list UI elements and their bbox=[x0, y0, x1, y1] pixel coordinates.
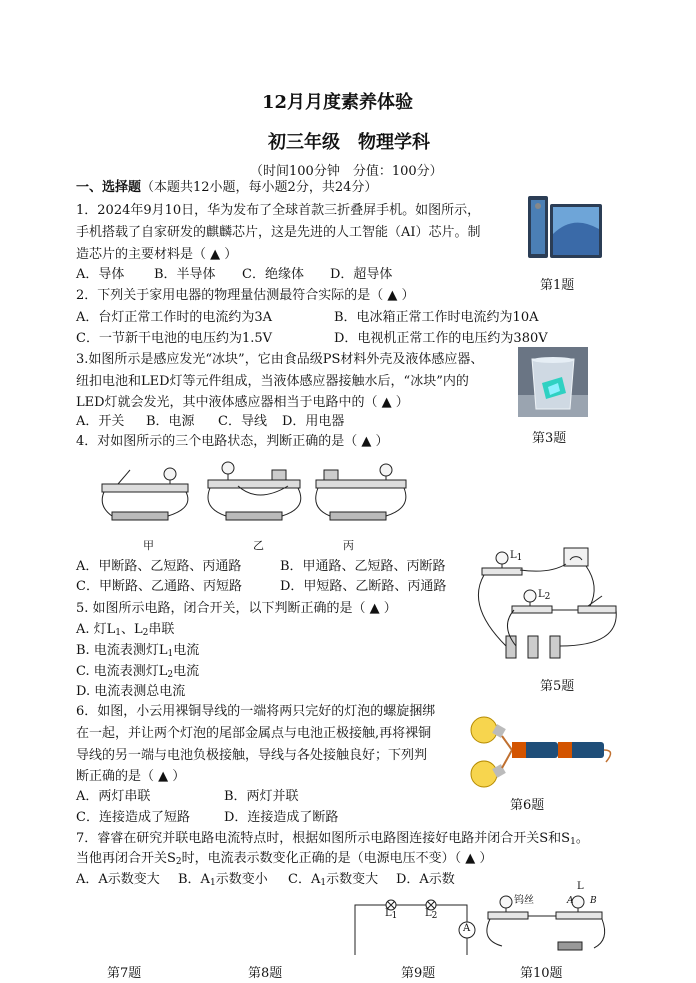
q7-option-b-sub: 1 bbox=[209, 878, 216, 888]
q1-line1: 1．2024年9月10日，华为发布了全球首款三折叠屏手机。如图所示， bbox=[76, 203, 481, 218]
q2-option-d: D．电视机正常工作的电压约为380V bbox=[334, 331, 548, 346]
q5-option-c-sub: 2 bbox=[167, 670, 174, 680]
q7-option-a: A．A示数变大 bbox=[76, 872, 160, 887]
q6-option-a: A．两灯串联 bbox=[76, 789, 151, 804]
q3-option-a: A．开关 bbox=[76, 414, 125, 429]
q1-option-c: C．绝缘体 bbox=[242, 267, 304, 282]
fig9-schematic bbox=[355, 893, 475, 957]
q5-caption: 第5题 bbox=[540, 679, 575, 694]
q5-circuit-figure bbox=[470, 546, 620, 668]
fig9-l2-sub: 2 bbox=[431, 911, 438, 921]
q6-row1 bbox=[76, 787, 299, 806]
q1-option-d: D．超导体 bbox=[330, 267, 393, 282]
q3-option-c: C．导线 bbox=[218, 414, 267, 429]
q7-option-b-pre: B．A bbox=[178, 872, 210, 887]
q7-option-b-post: 示数变小 bbox=[215, 872, 268, 887]
page-title: 12月月度素养体验 bbox=[262, 92, 414, 113]
q5-fig-l2-text: L bbox=[538, 589, 545, 600]
q7-options bbox=[76, 870, 455, 893]
fig9-label-l2 bbox=[425, 908, 437, 921]
q5-fig-l2-sub: 2 bbox=[544, 592, 551, 602]
q1-option-b: B．半导体 bbox=[154, 267, 216, 282]
q5-option-b bbox=[76, 641, 199, 664]
caption-fig9: 第9题 bbox=[401, 966, 436, 981]
three-circuits-figure bbox=[98, 456, 410, 528]
q7-line2-post: 时，电流表示数变化正确的是（电源电压不变）（ ▲ ） bbox=[181, 851, 493, 866]
q6-caption: 第6题 bbox=[510, 798, 545, 813]
q2-row1 bbox=[76, 308, 538, 327]
q3-options bbox=[76, 412, 344, 431]
q3-line1: 3.如图所示是感应发光“冰块”，它由食品级PS材料外壳及液体感应器、 bbox=[76, 352, 484, 367]
q5-fig-label-l2 bbox=[538, 589, 550, 602]
q4-line1: 4．对如图所示的三个电路状态，判断正确的是（ ▲ ） bbox=[76, 434, 389, 449]
q1-line3: 造芯片的主要材料是（ ▲ ） bbox=[76, 247, 238, 262]
q4-option-d: D．甲短路、乙断路、丙通路 bbox=[280, 579, 447, 594]
q7-option-c bbox=[288, 870, 396, 893]
q5-fig-l1-text: L bbox=[510, 550, 517, 561]
q5-option-a-sub2: 2 bbox=[142, 628, 149, 638]
q5-line1: 5. 如图所示电路，闭合开关，以下判断正确的是（ ▲ ） bbox=[76, 601, 397, 616]
q6-line4: 断正确的是（ ▲ ） bbox=[76, 769, 186, 784]
fig10-point-a: A bbox=[567, 896, 574, 906]
q1-option-a: A．导体 bbox=[76, 267, 125, 282]
q6-line1: 6．如图，小云用裸铜导线的一端将两只完好的灯泡的螺旋捆绑 bbox=[76, 704, 436, 719]
q4-row1 bbox=[76, 557, 446, 576]
q3-option-b: B．电源 bbox=[146, 414, 195, 429]
fig10-filament-label: 钨丝 bbox=[514, 895, 534, 906]
q3-option-d: D．用电器 bbox=[282, 414, 345, 429]
q5-option-d: D. 电流表测总电流 bbox=[76, 684, 186, 699]
fig9-ammeter-label: A bbox=[463, 923, 471, 934]
q7-line1-pre: 7．睿睿在研究并联电路电流特点时，根据如图所示电路图连接好电路并闭合开关S和S bbox=[76, 831, 571, 846]
q7-line1-post: 。 bbox=[575, 831, 589, 846]
q3-line3: LED灯就会发光，其中液体感应器相当于电路中的（ ▲ ） bbox=[76, 395, 409, 410]
q4-label-jia: 甲 bbox=[143, 539, 154, 552]
fig9-label-l1 bbox=[385, 908, 397, 921]
q7-line2 bbox=[76, 849, 492, 872]
q5-option-c-post: 电流 bbox=[173, 664, 200, 679]
fig10-point-b: B bbox=[590, 896, 597, 906]
q7-line2-sub: 2 bbox=[175, 857, 182, 867]
section-heading bbox=[76, 178, 377, 197]
q7-option-d: D．A示数 bbox=[396, 872, 455, 887]
bulbs-battery-figure bbox=[466, 714, 622, 790]
q6-line3: 导线的另一端与电池负极接触，导线与各处接触良好；下列判 bbox=[76, 748, 428, 763]
q5-option-b-pre: B. 电流表测灯L bbox=[76, 643, 168, 658]
q4-option-a: A．甲断路、乙短路、丙通路 bbox=[76, 559, 242, 574]
caption-fig10: 第10题 bbox=[520, 966, 563, 981]
q7-option-b bbox=[178, 870, 288, 893]
q4-label-yi: 乙 bbox=[253, 539, 264, 552]
q4-option-b: B．甲通路、乙短路、丙断路 bbox=[280, 559, 446, 574]
q2-line1: 2．下列关于家用电器的物理量估测最符合实际的是（ ▲ ） bbox=[76, 288, 415, 303]
time-info: （时间100分钟 分值：100分） bbox=[250, 164, 443, 179]
fig9-l1-sub: 1 bbox=[391, 911, 398, 921]
q4-option-c: C．甲断路、乙通路、丙短路 bbox=[76, 579, 242, 594]
section-note: （本题共12小题，每小题2分，共24分） bbox=[141, 180, 378, 195]
q2-row2 bbox=[76, 329, 548, 348]
q1-line2: 手机搭载了自家研发的麒麟芯片，这是先进的人工智能（AI）芯片。制 bbox=[76, 225, 481, 240]
q6-row2 bbox=[76, 808, 338, 827]
q6-option-d: D．连接造成了断路 bbox=[224, 810, 339, 825]
q6-line2: 在一起，并让两个灯泡的尾部金属点与电池正极接触,再将裸铜 bbox=[76, 726, 432, 741]
q1-caption: 第1题 bbox=[540, 278, 575, 293]
q5-option-b-sub: 1 bbox=[167, 649, 174, 659]
fig10-lamp-label: L bbox=[577, 881, 584, 892]
q5-option-a-sub1: 1 bbox=[115, 628, 122, 638]
caption-fig7: 第7题 bbox=[107, 966, 142, 981]
q3-line2: 纽扣电池和LED灯等元件组成，当液体感应器接触水后，“冰块”内的 bbox=[76, 374, 469, 389]
q7-option-c-post: 示数变大 bbox=[326, 872, 379, 887]
q2-option-a: A．台灯正常工作时的电流约为3A bbox=[76, 310, 273, 325]
q2-option-c: C．一节新干电池的电压约为1.5V bbox=[76, 331, 273, 346]
q7-option-c-pre: C．A bbox=[288, 872, 321, 887]
q5-option-a-post: 串联 bbox=[148, 622, 175, 637]
q2-option-b: B．电冰箱正常工作时电流约为10A bbox=[334, 310, 539, 325]
ice-cube-glass-image bbox=[518, 347, 588, 417]
q5-option-a-pre: A. 灯L bbox=[76, 622, 116, 637]
q4-label-bing: 丙 bbox=[343, 539, 354, 552]
q4-row2 bbox=[76, 577, 446, 596]
q5-option-a-mid: 、L bbox=[121, 622, 143, 637]
q6-option-b: B．两灯并联 bbox=[224, 789, 299, 804]
q5-option-b-post: 电流 bbox=[173, 643, 200, 658]
q7-option-c-sub: 1 bbox=[320, 878, 327, 888]
q5-fig-l1-sub: 1 bbox=[516, 553, 523, 563]
q3-caption: 第3题 bbox=[532, 431, 567, 446]
q5-fig-label-l1 bbox=[510, 550, 522, 563]
fig9-l2-text: L bbox=[425, 908, 432, 919]
section-title: 一、选择题 bbox=[76, 180, 142, 195]
q1-options bbox=[76, 265, 392, 284]
q5-option-a bbox=[76, 620, 174, 643]
fig9-l1-text: L bbox=[385, 908, 392, 919]
page-subtitle: 初三年级 物理学科 bbox=[268, 132, 430, 153]
q5-option-c-pre: C. 电流表测灯L bbox=[76, 664, 168, 679]
q6-option-c: C．连接造成了短路 bbox=[76, 810, 190, 825]
q7-line2-pre: 当他再闭合开关S bbox=[76, 851, 176, 866]
q7-line1-sub: 1 bbox=[570, 837, 576, 847]
caption-fig8: 第8题 bbox=[248, 966, 283, 981]
folding-phone-image bbox=[528, 194, 604, 264]
